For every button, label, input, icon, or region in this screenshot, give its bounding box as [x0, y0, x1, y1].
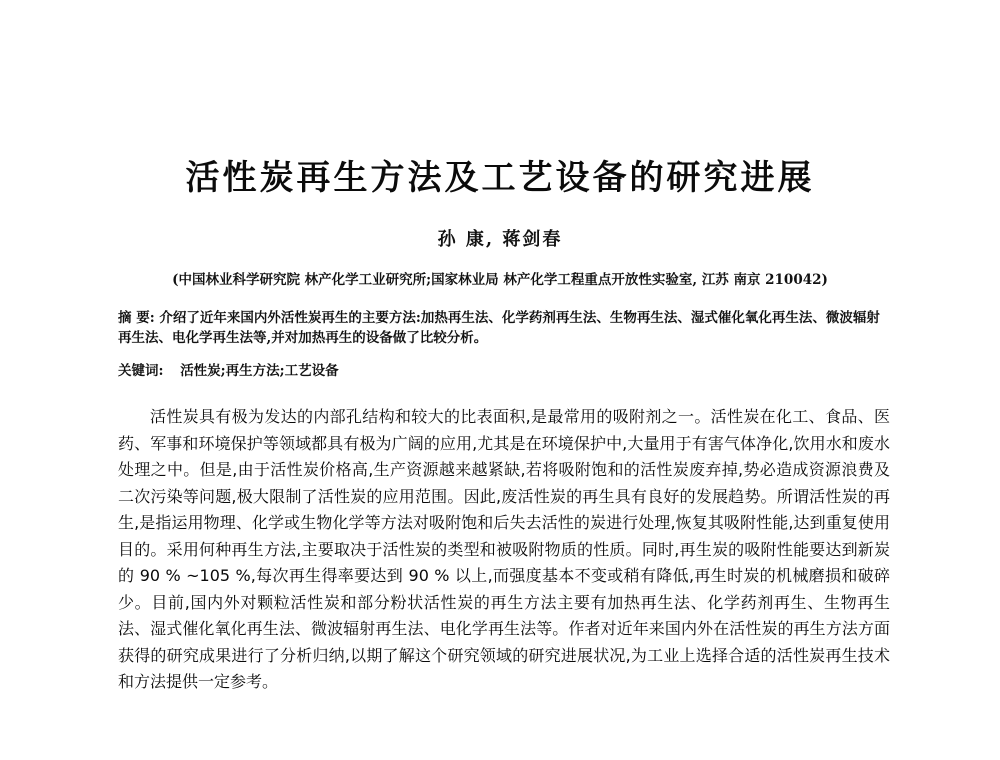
keywords-label: 关键词:	[118, 363, 164, 379]
abstract-label: 摘 要:	[118, 310, 155, 326]
keywords-text: 活性炭;再生方法;工艺设备	[180, 363, 339, 379]
abstract-section	[118, 308, 890, 348]
paper-affiliation: (中国林业科学研究院 林产化学工业研究所;国家林业局 林产化学工程重点开放性实验室, 江苏 南京 210042)	[172, 272, 828, 288]
abstract-text: 介绍了近年来国内外活性炭再生的主要方法:加热再生法、化学药剂再生法、生物再生法、湿式催化氧化再生法、微波辐射再生法、电化学再生法等,并对加热再生的设备做了比较分析。	[118, 310, 880, 346]
paper-authors: 孙 康, 蒋剑春	[437, 229, 563, 250]
body-paragraph: 活性炭具有极为发达的内部孔结构和较大的比表面积,是最常用的吸附剂之一。活性炭在化工、食品、医药、军事和环境保护等领域都具有极为广阔的应用,尤其是在环境保护中,大量用于有害气体净化,饮用水和废水处理之中。但是,由于活性炭价格高,生产资源越来越紧缺,若将吸附饱和的活性炭废弃掉,势必造成资源浪费及二次污染等问题,极大限制了活性炭的应用范围。因此,废活性炭的再生具有良好的发展趋势。所谓活性炭的再生,是指运用物理、化学或生物化学等方法对吸附饱和后失去活性的炭进行处理,恢复其吸附性能,达到重复使用目的。采用何种再生方法,主要取决于活性炭的类型和被吸附物质的性质。同时,再生炭的吸附性能要达到新炭的 90 % ~105 %,每次再生得率要达到 90 % 以上,而强度基本不变或稍有降低,再生时炭的机械磨损和破碎少。目前,国内外对颗粒活性炭和部分粉状活性炭的再生方法主要有加热再生法、化学药剂再生、生物再生法、湿式催化氧化再生法、微波辐射再生法、电化学再生法等。作者对近年来国内外在活性炭的再生方法方面获得的研究成果进行了分析归纳,以期了解这个研究领域的研究进展状况,为工业上选择合适的活性炭再生技术和方法提供一定参考。	[118, 407, 890, 691]
keywords-section	[118, 361, 890, 381]
paper-title: 活性炭再生方法及工艺设备的研究进展	[185, 158, 815, 198]
